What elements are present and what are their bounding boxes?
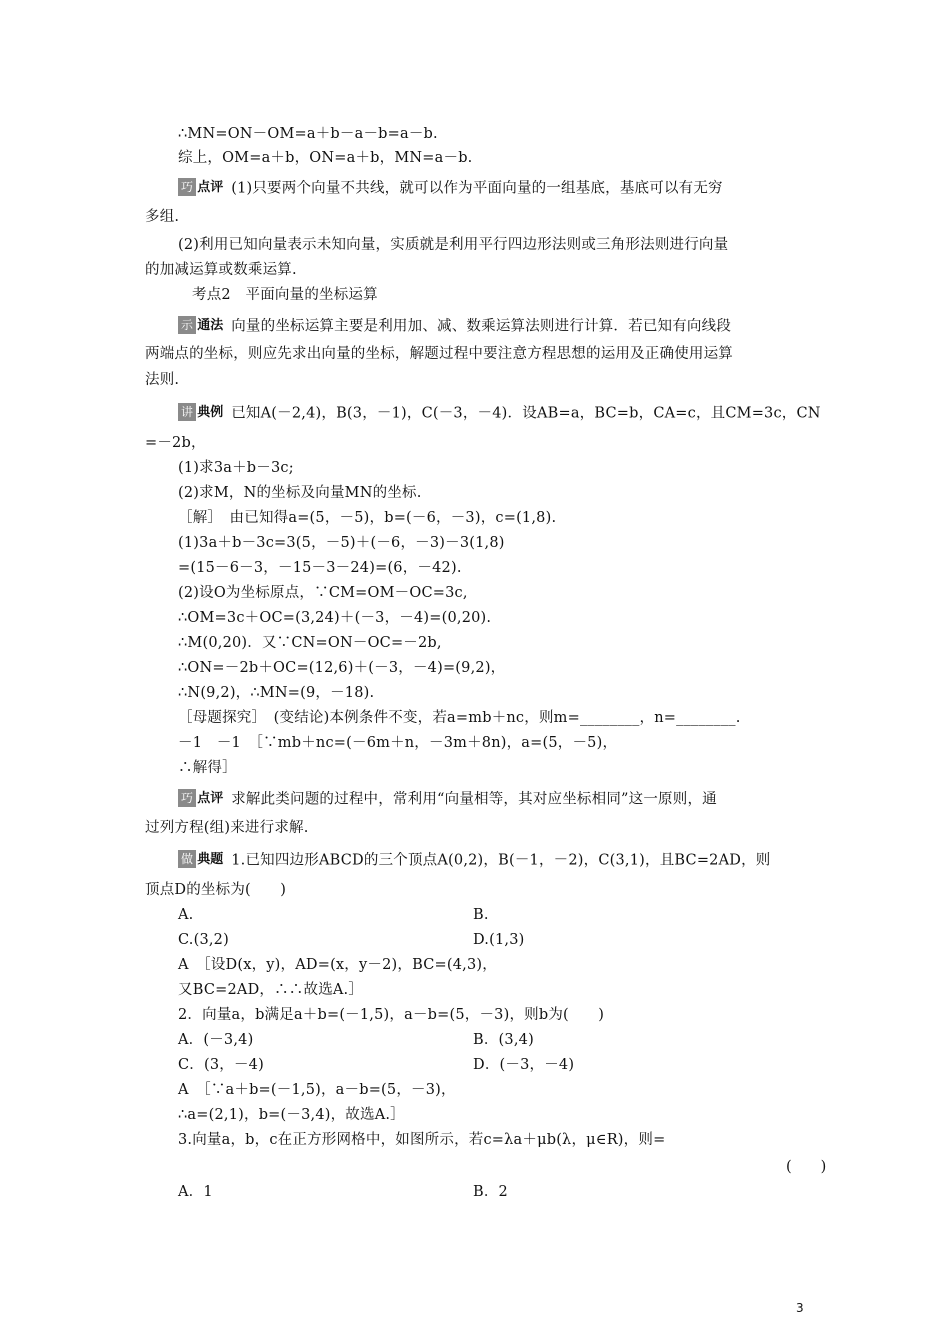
choice-d: D．(－3，－4) [473, 1057, 575, 1073]
tag-box: 讲 [178, 403, 196, 421]
text-line: 两端点的坐标，则应先求出向量的坐标，解题过程中要注意方程思想的运用及正确使用运算 [145, 346, 733, 362]
text-line: ∴解得］ [178, 760, 237, 776]
text-line: (2)求M，N的坐标及向量MN的坐标. [178, 485, 422, 501]
exercise-text: 1.已知四边形ABCD的三个顶点A(0,2)，B(－1，－2)，C(3,1)，且BC=2AD，则 [231, 852, 771, 869]
example-tag [178, 402, 223, 423]
method-text: 向量的坐标运算主要是利用加、减、数乘运算法则进行计算．若已知有向线段 [231, 318, 732, 335]
choice-b: B. [473, 907, 489, 923]
answer-paren: ( ) [786, 1159, 827, 1175]
tag-box: 示 [178, 316, 196, 334]
text-line: A ［∵a＋b=(－1,5)，a－b=(5，－3)， [178, 1082, 456, 1098]
tag-text: 通法 [197, 318, 224, 333]
text-line: ［母题探究］ (变结论)本例条件不变，若a=mb＋nc，则m=________，n=________. [178, 710, 741, 726]
text-line: (2)利用已知向量表示未知向量，实质就是利用平行四边形法则或三角形法则进行向量 [178, 237, 729, 253]
choice-c: C.(3,2) [178, 932, 229, 948]
example-text: 已知A(－2,4)，B(3，－1)，C(－3，－4)．设AB=a，BC=b，CA=c，且CM=3c，CN [231, 405, 821, 422]
tag-text: 点评 [197, 791, 224, 806]
text-line: ∴N(9,2)，∴MN=(9，－18). [178, 685, 375, 701]
text-line: －1 －1 ［∵mb＋nc=(－6m＋n，－3m＋8n)，a=(5，－5)， [178, 735, 618, 751]
text-line [178, 850, 771, 871]
text-line: A ［设D(x，y)，AD=(x，y－2)，BC=(4,3)， [178, 957, 497, 973]
text-line: 顶点D的坐标为( ) [145, 882, 287, 898]
text-line: 多组. [145, 209, 180, 225]
tag-box: 巧 [178, 789, 196, 807]
text-line [178, 316, 731, 337]
text-line: 法则. [145, 372, 180, 388]
text-line: ［解］ 由已知得a=(5，－5)，b=(－6，－3)，c=(1,8). [178, 510, 557, 526]
exercise-tag [178, 849, 223, 870]
text-line: 过列方程(组)来进行求解. [145, 820, 309, 836]
remark-text: (1)只要两个向量不共线，就可以作为平面向量的一组基底，基底可以有无穷 [231, 180, 723, 197]
text-line: =－2b， [145, 435, 206, 451]
text-line: 的加减运算或数乘运算. [145, 262, 297, 278]
tag-text: 典题 [197, 852, 224, 867]
remark-tag [178, 788, 223, 809]
text-line: (1)求3a＋b－3c; [178, 460, 294, 476]
text-line: 又BC=2AD，∴∴故选A.］ [178, 982, 364, 998]
text-line: ∴a=(2,1)，b=(－3,4)，故选A.］ [178, 1107, 405, 1123]
text-line: ∴M(0,20)．又∵CN=ON－OC=－2b, [178, 635, 442, 651]
text-line: 综上，OM=a＋b，ON=a＋b，MN=a－b. [178, 150, 473, 166]
page-number: 3 [796, 1301, 804, 1315]
text-line [178, 789, 717, 810]
text-line: ∴OM=3c＋OC=(3,24)＋(－3，－4)=(0,20). [178, 610, 492, 626]
tag-text: 典例 [197, 405, 224, 420]
tag-text: 点评 [197, 180, 224, 195]
tag-box: 做 [178, 850, 196, 868]
text-line: ∴MN=ON－OM=a＋b－a－b=a－b. [178, 126, 438, 142]
choice-d: D.(1,3) [473, 932, 525, 948]
remark-text: 求解此类问题的过程中，常利用“向量相等，其对应坐标相同”这一原则，通 [231, 791, 717, 808]
method-tag [178, 315, 223, 336]
text-line [178, 403, 821, 424]
choice-a: A．(－3,4) [178, 1032, 254, 1048]
text-line: ∴ON=－2b＋OC=(12,6)＋(－3，－4)=(9,2)， [178, 660, 506, 676]
choice-a: A．1 [178, 1184, 213, 1200]
text-line: (1)3a＋b－3c=3(5，－5)＋(－6，－3)－3(1,8) [178, 535, 505, 551]
text-line: 3.向量a，b，c在正方形网格中，如图所示，若c=λa＋μb(λ，μ∈R)，则= [178, 1132, 666, 1148]
choice-b: B．(3,4) [473, 1032, 534, 1048]
text-line [178, 178, 723, 199]
section-heading: 考点2 平面向量的坐标运算 [192, 287, 378, 303]
remark-tag [178, 177, 223, 198]
text-line: 2．向量a，b满足a＋b=(－1,5)，a－b=(5，－3)，则b为( ) [178, 1007, 605, 1023]
tag-box: 巧 [178, 178, 196, 196]
text-line: (2)设O为坐标原点，∵CM=OM－OC=3c, [178, 585, 468, 601]
choice-b: B．2 [473, 1184, 508, 1200]
text-line: =(15－6－3，－15－3－24)=(6，－42). [178, 560, 462, 576]
choice-c: C．(3，－4) [178, 1057, 264, 1073]
choice-a: A. [178, 907, 194, 923]
